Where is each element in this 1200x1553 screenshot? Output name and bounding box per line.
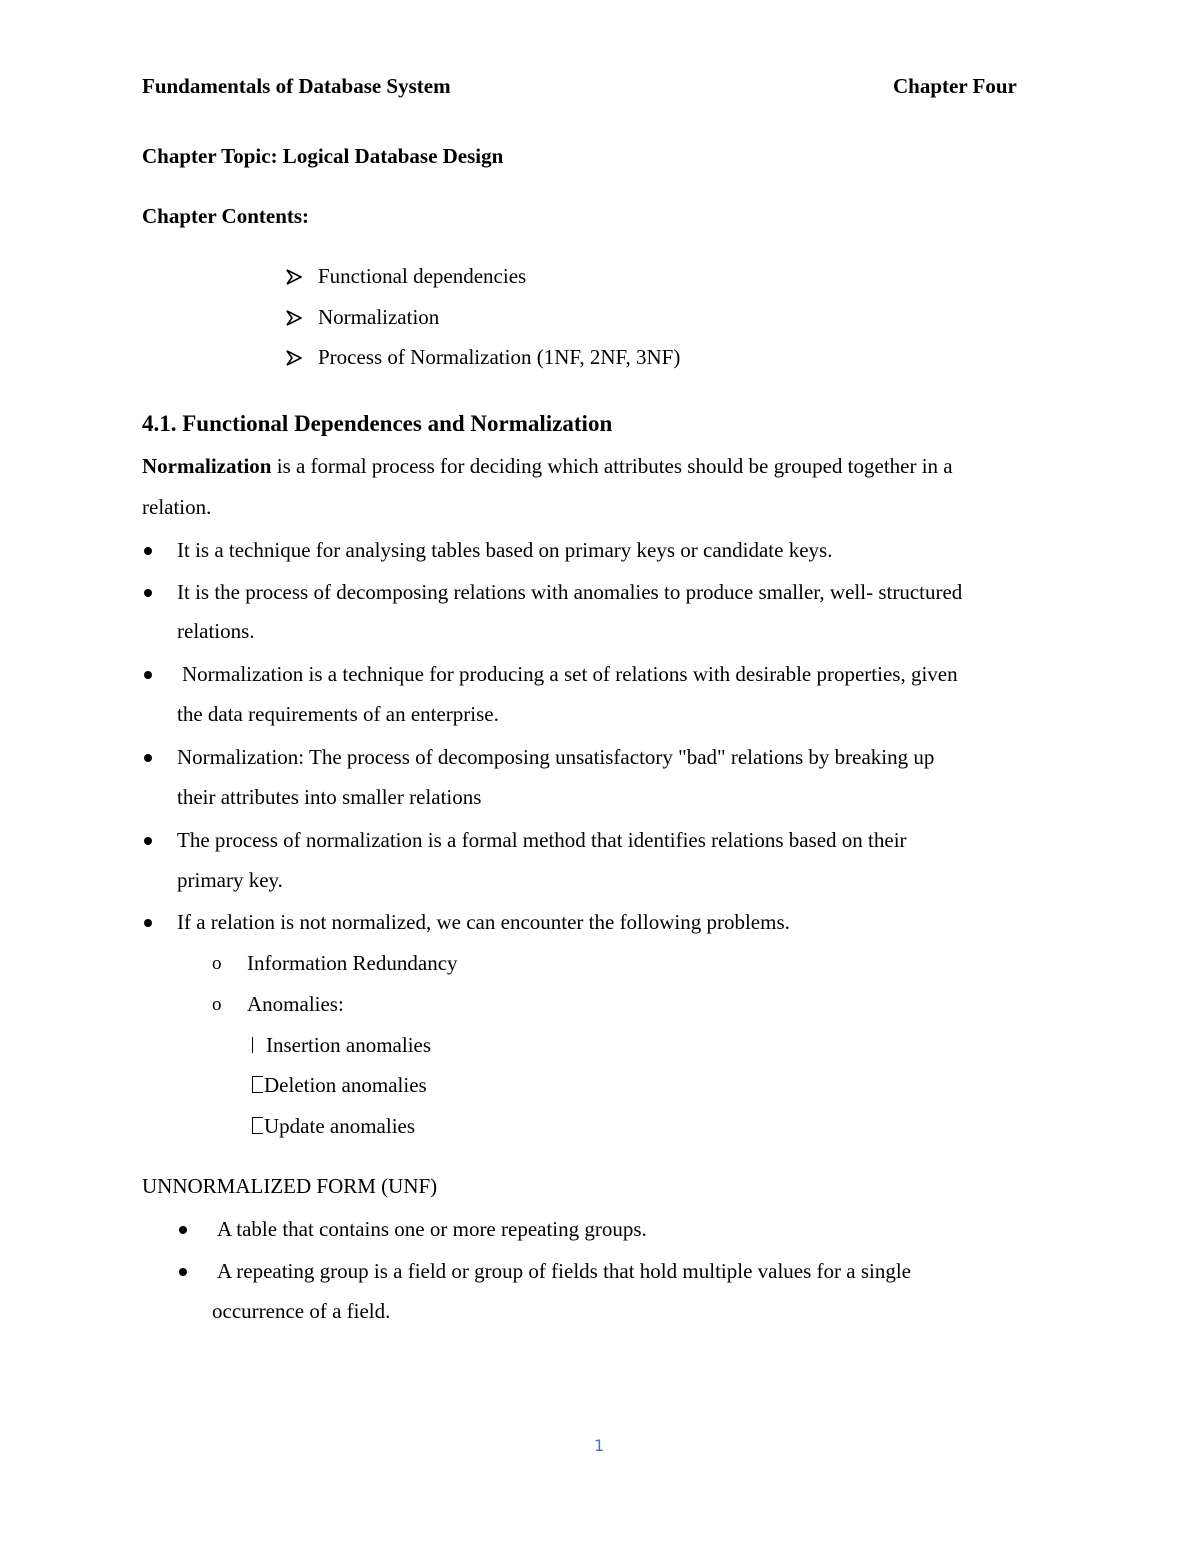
bullet-icon xyxy=(144,754,152,762)
bullet-text-cont: relations. xyxy=(177,619,255,643)
intro-rest: is a formal process for deciding which attributes should be grouped together in a xyxy=(271,454,953,478)
header-title: Fundamentals of Database System xyxy=(142,74,451,98)
section-heading: 4.1. Functional Dependences and Normalization xyxy=(142,411,613,436)
bullet-icon xyxy=(144,671,152,679)
header-chapter: Chapter Four xyxy=(893,74,1017,98)
arrow-bullet-icon xyxy=(286,269,302,285)
unf-bullet-text: A table that contains one or more repeating groups. xyxy=(217,1217,647,1241)
bullet-text: The process of normalization is a formal method that identifies relations based on their xyxy=(177,828,907,852)
page-number: 1 xyxy=(594,1436,605,1455)
contents-item: Process of Normalization (1NF, 2NF, 3NF) xyxy=(318,345,681,369)
intro-paragraph-line2: relation. xyxy=(142,495,212,519)
bullet-text-cont: the data requirements of an enterprise. xyxy=(177,702,499,726)
anomaly-item: Deletion anomalies xyxy=(264,1073,427,1097)
contents-item: Functional dependencies xyxy=(318,264,527,288)
bullet-text: Normalization: The process of decomposing unsatisfactory "bad" relations by breaking up xyxy=(177,745,935,769)
bullet-icon xyxy=(179,1226,187,1234)
unf-bullet-text: A repeating group is a field or group of fields that hold multiple values for a single xyxy=(217,1259,912,1283)
chapter-contents-label: Chapter Contents: xyxy=(142,204,310,228)
bullet-text: Normalization is a technique for producing a set of relations with desirable properties, given xyxy=(182,662,958,686)
contents-item: Normalization xyxy=(318,305,440,329)
anomaly-item: Insertion anomalies xyxy=(266,1033,432,1057)
bullet-icon xyxy=(144,837,152,845)
unf-bullet-text-cont: occurrence of a field. xyxy=(212,1299,391,1323)
unf-heading: UNNORMALIZED FORM (UNF) xyxy=(142,1174,438,1198)
anomaly-marker-icon xyxy=(252,1076,263,1093)
sub-item: Anomalies: xyxy=(247,992,344,1016)
bullet-icon xyxy=(144,589,152,597)
bullet-text: It is a technique for analysing tables based on primary keys or candidate keys. xyxy=(177,538,833,562)
sub-bullet-icon: o xyxy=(212,994,222,1015)
chapter-topic: Chapter Topic: Logical Database Design xyxy=(142,144,504,168)
intro-paragraph-line xyxy=(142,456,953,477)
intro-term: Normalization xyxy=(142,454,272,478)
bullet-icon xyxy=(179,1268,187,1276)
bullet-text: It is the process of decomposing relations with anomalies to produce smaller, well- structured xyxy=(177,580,963,604)
bullet-text-cont: their attributes into smaller relations xyxy=(177,785,482,809)
anomaly-item: Update anomalies xyxy=(264,1114,416,1138)
arrow-bullet-icon xyxy=(286,350,302,366)
bullet-icon xyxy=(144,919,152,927)
anomaly-marker-icon xyxy=(252,1117,263,1134)
bullet-text: If a relation is not normalized, we can encounter the following problems. xyxy=(177,910,790,934)
sub-bullet-icon: o xyxy=(212,953,222,974)
sub-item: Information Redundancy xyxy=(247,951,458,975)
bullet-icon xyxy=(144,547,152,555)
arrow-bullet-icon xyxy=(286,310,302,326)
bullet-text-cont: primary key. xyxy=(177,868,283,892)
anomaly-marker-icon xyxy=(252,1037,253,1053)
